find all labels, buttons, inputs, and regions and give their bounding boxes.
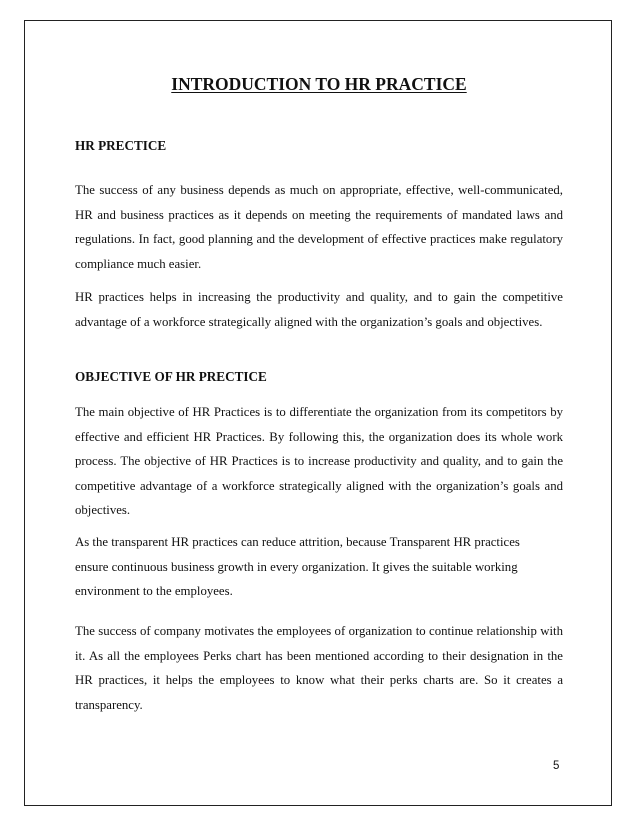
paragraph-main-objective: The main objective of HR Practices is to differentiate the organization from its competitors by effective and efficient HR Practices. By following this, the organization does its whole work process. The objective of HR Practices is to increase productivity and quality, and to gain the competitive advantage of a workforce strategically aligned with the organization’s goals and objectives. xyxy=(75,405,563,517)
paragraph-transparency-attrition: As the transparent HR practices can reduce attrition, because Transparent HR practices ensure continuous business growth in every organization. It gives the suitable working environment to the employees. xyxy=(75,535,520,598)
paragraph-productivity: HR practices helps in increasing the productivity and quality, and to gain the competitive advantage of a workforce strategically aligned with the organization’s goals and objectives. xyxy=(75,290,563,329)
section-heading-objective: OBJECTIVE OF HR PRECTICE xyxy=(75,369,267,384)
paragraph-business-success: The success of any business depends as much on appropriate, effective, well-communicated, HR and business practices as it depends on meeting the requirements of mandated laws and regulations. In fact, good planning and the development of effective practices make regulatory compliance much easier. xyxy=(75,183,563,271)
page-number: 5 xyxy=(553,760,560,772)
section-heading-hr-practice: HR PRECTICE xyxy=(75,138,167,153)
paragraph-perks-chart: The success of company motivates the employees of organization to continue relationship with it. As all the employees Perks chart has been mentioned according to their designation in the HR practices, it helps the employees to know what their perks charts are. So it creates a transparency. xyxy=(75,624,563,712)
page-title: INTRODUCTION TO HR PRACTICE xyxy=(171,74,467,94)
